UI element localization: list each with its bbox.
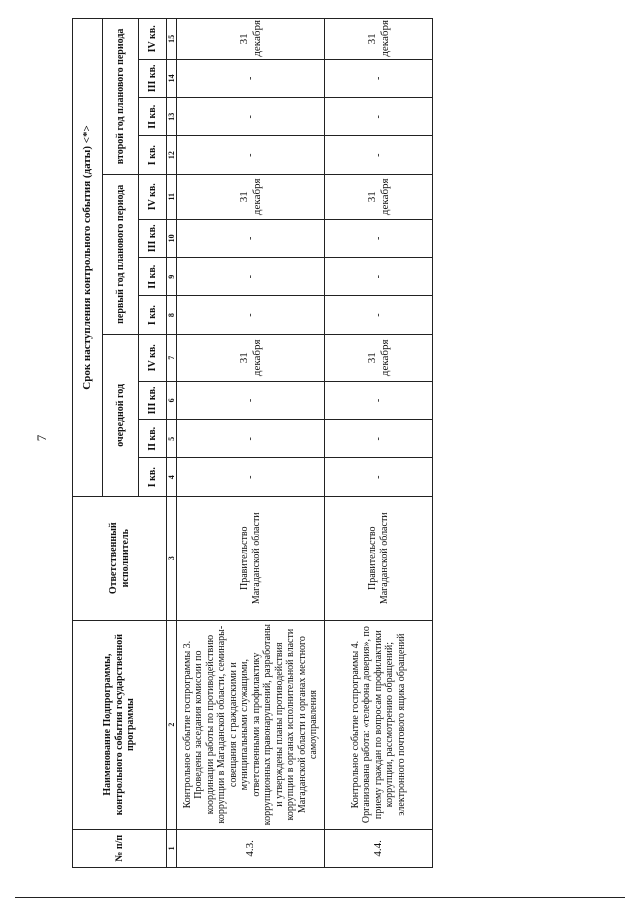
column-number: 3: [167, 496, 177, 620]
row-value: -: [325, 59, 433, 97]
header-deadline: Срок наступления контрольного события (даты) <*>: [73, 19, 103, 497]
header-quarter-3: III кв.: [139, 219, 167, 257]
row-value: -: [177, 219, 325, 257]
row-date: 31 декабря: [177, 174, 325, 219]
row-value: -: [325, 219, 433, 257]
column-number: 14: [167, 59, 177, 97]
header-name: Наименование Подпрограммы, контрольного события государственной программы: [73, 620, 167, 829]
header-quarter-4: IV кв.: [139, 174, 167, 219]
column-number: 13: [167, 98, 177, 136]
header-quarter-3: III кв.: [139, 59, 167, 97]
rotated-table-frame: [72, 18, 432, 868]
row-date: 31 декабря: [325, 19, 433, 60]
row-value: -: [325, 458, 433, 496]
row-value: -: [177, 458, 325, 496]
row-date: 31 декабря: [325, 334, 433, 381]
header-year-plan2: второй год планового периода: [103, 19, 139, 175]
row-value: -: [325, 296, 433, 334]
row-value: -: [177, 59, 325, 97]
row-value: -: [325, 258, 433, 296]
header-quarter-4: IV кв.: [139, 334, 167, 381]
table-row: [325, 19, 433, 868]
row-executor: Правительство Магаданской области: [177, 496, 325, 620]
column-number: 5: [167, 420, 177, 458]
header-quarter-2: II кв.: [139, 98, 167, 136]
table-row: [177, 19, 325, 868]
column-number: 12: [167, 136, 177, 174]
row-value: -: [177, 136, 325, 174]
column-number: 11: [167, 174, 177, 219]
column-number: 2: [167, 620, 177, 829]
row-value: -: [325, 381, 433, 419]
row-date: 31 декабря: [177, 19, 325, 60]
header-quarter-4: IV кв.: [139, 19, 167, 60]
row-description: Контрольное событие госпрограммы 4. Организована работа: «телефона доверия», по приему граждан по вопросам профилактики коррупции, рассмотрению обращений; электронного почтового ящика обращений: [325, 620, 433, 829]
row-value: -: [177, 258, 325, 296]
row-date: 31 декабря: [177, 334, 325, 381]
header-year-current: очередной год: [103, 334, 139, 496]
row-value: -: [177, 381, 325, 419]
row-value: -: [325, 420, 433, 458]
header-quarter-1: I кв.: [139, 296, 167, 334]
header-quarter-3: III кв.: [139, 381, 167, 419]
header-quarter-2: II кв.: [139, 258, 167, 296]
row-value: -: [325, 136, 433, 174]
column-number: 7: [167, 334, 177, 381]
header-quarter-2: II кв.: [139, 420, 167, 458]
row-date: 31 декабря: [325, 174, 433, 219]
column-number: 9: [167, 258, 177, 296]
row-value: -: [325, 98, 433, 136]
header-executor: Ответственный исполнитель: [73, 496, 167, 620]
column-number: 15: [167, 19, 177, 60]
header-year-plan1: первый год планового периода: [103, 174, 139, 334]
column-number: 8: [167, 296, 177, 334]
row-value: -: [177, 420, 325, 458]
header-quarter-1: I кв.: [139, 136, 167, 174]
row-value: -: [177, 296, 325, 334]
row-index: 4.3.: [177, 829, 325, 867]
column-number: 10: [167, 219, 177, 257]
page-bottom-rule: [15, 897, 625, 898]
column-number: 1: [167, 829, 177, 867]
row-executor: Правительство Магаданской области: [325, 496, 433, 620]
column-number: 6: [167, 381, 177, 419]
row-description: Контрольное событие госпрограммы 3. Проведены заседания комиссии по координации работы по противодействию коррупции в Магаданской области, семинары-совещания с гражданскими и муниципальными служащими, ответственными за профилактику коррупционных правонарушений, разработаны и утверждены планы противодействия коррупции в органах исполнительной власти Магаданской области и органах местного самоуправления: [177, 620, 325, 829]
control-events-table: [72, 18, 433, 868]
row-index: 4.4.: [325, 829, 433, 867]
header-num: № п/п: [73, 829, 167, 867]
row-value: -: [177, 98, 325, 136]
page-number: 7: [34, 434, 49, 442]
column-number: 4: [167, 458, 177, 496]
header-quarter-1: I кв.: [139, 458, 167, 496]
